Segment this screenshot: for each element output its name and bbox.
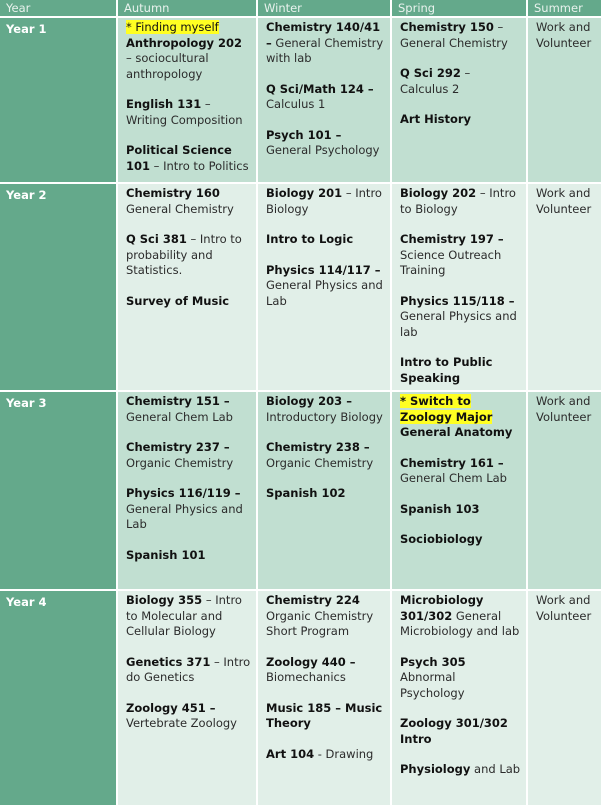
header-spring: Spring (392, 0, 526, 16)
course: Intro to Logic (266, 232, 354, 246)
autumn-cell (118, 18, 256, 182)
course: Physiology and Lab (400, 762, 521, 776)
summer-cell: Work and Volunteer (528, 392, 601, 589)
winter-cell (258, 392, 390, 589)
course: Physics 114/117 – General Physics and Lab (266, 262, 383, 308)
course: Psych 101 – General Psychology (266, 127, 380, 157)
course: Genetics 371 – Intro do Genetics (126, 654, 251, 684)
winter-cell (258, 591, 390, 805)
course: Physics 115/118 – General Physics and lab (400, 293, 517, 339)
course: Zoology 451 – Vertebrate Zoology (126, 700, 237, 730)
spring-cell (392, 18, 526, 182)
course: Chemistry 197 – Science Outreach Training (400, 232, 504, 277)
spring-cell (392, 591, 526, 805)
autumn-cell (118, 184, 256, 390)
course: Intro to Public Speaking (400, 355, 493, 385)
course: Chemistry 224 Organic Chemistry Short Program (266, 593, 374, 638)
autumn-cell (118, 392, 256, 589)
year-label: Year 4 (0, 591, 116, 805)
course: Spanish 102 (266, 486, 346, 500)
year-label: Year 1 (0, 18, 116, 182)
year-label: Year 2 (0, 184, 116, 390)
course: Zoology 301/302 Intro (400, 716, 508, 746)
course: Chemistry 238 – Organic Chemistry (266, 440, 374, 470)
course: Biology 203 – Introductory Biology (266, 394, 383, 424)
year-label: Year 3 (0, 392, 116, 589)
course: Anthropology 202 – sociocultural anthropology (126, 35, 243, 81)
course: Sociobiology (400, 532, 483, 546)
header-autumn: Autumn (118, 0, 256, 16)
course: Chemistry 150 – General Chemistry (400, 20, 508, 50)
note-highlight: * Finding myself (126, 20, 219, 34)
spring-cell (392, 184, 526, 390)
course: Chemistry 140/41 – General Chemistry with lab (266, 20, 384, 65)
note-highlight: * Switch to Zoology Major (400, 394, 493, 424)
course: Political Science 101 – Intro to Politics (126, 143, 249, 173)
course: Survey of Music (126, 293, 230, 308)
course: Psych 305 Abnormal Psychology (400, 654, 466, 700)
header-year: Year (0, 0, 116, 16)
course: Biology 202 – Intro to Biology (400, 186, 516, 216)
course: Biology 201 – Intro Biology (266, 186, 382, 216)
course: English 131 – Writing Composition (126, 97, 243, 127)
spring-cell (392, 392, 526, 589)
course: Chemistry 151 – General Chem Lab (126, 394, 233, 424)
course: Microbiology 301/302 General Microbiology and lab (400, 593, 520, 638)
summer-cell: Work and Volunteer (528, 184, 601, 390)
summer-cell: Work and Volunteer (528, 591, 601, 805)
course: Spanish 103 (400, 501, 480, 516)
course: Q Sci 292 – Calculus 2 (400, 66, 471, 96)
header-summer: Summer (528, 0, 601, 16)
course: Q Sci 381 – Intro to probability and Statistics. (126, 232, 242, 277)
course: Q Sci/Math 124 – Calculus 1 (266, 81, 374, 111)
course: General Anatomy (400, 425, 513, 439)
autumn-cell (118, 591, 256, 805)
summer-cell: Work and Volunteer (528, 18, 601, 182)
course: Spanish 101 (126, 547, 206, 562)
course: Zoology 440 – Biomechanics (266, 654, 356, 684)
header-winter: Winter (258, 0, 390, 16)
course: Art History (400, 112, 472, 126)
course: Art 104 - Drawing (266, 746, 374, 761)
course: Chemistry 237 – Organic Chemistry (126, 440, 234, 470)
course: Biology 355 – Intro to Molecular and Cellular Biology (126, 593, 242, 638)
course: Chemistry 161 – General Chem Lab (400, 455, 507, 485)
course: Physics 116/119 – General Physics and Lab (126, 486, 243, 531)
course: Music 185 – Music Theory (266, 700, 383, 730)
winter-cell (258, 18, 390, 182)
winter-cell (258, 184, 390, 390)
course: Chemistry 160 General Chemistry (126, 186, 234, 216)
